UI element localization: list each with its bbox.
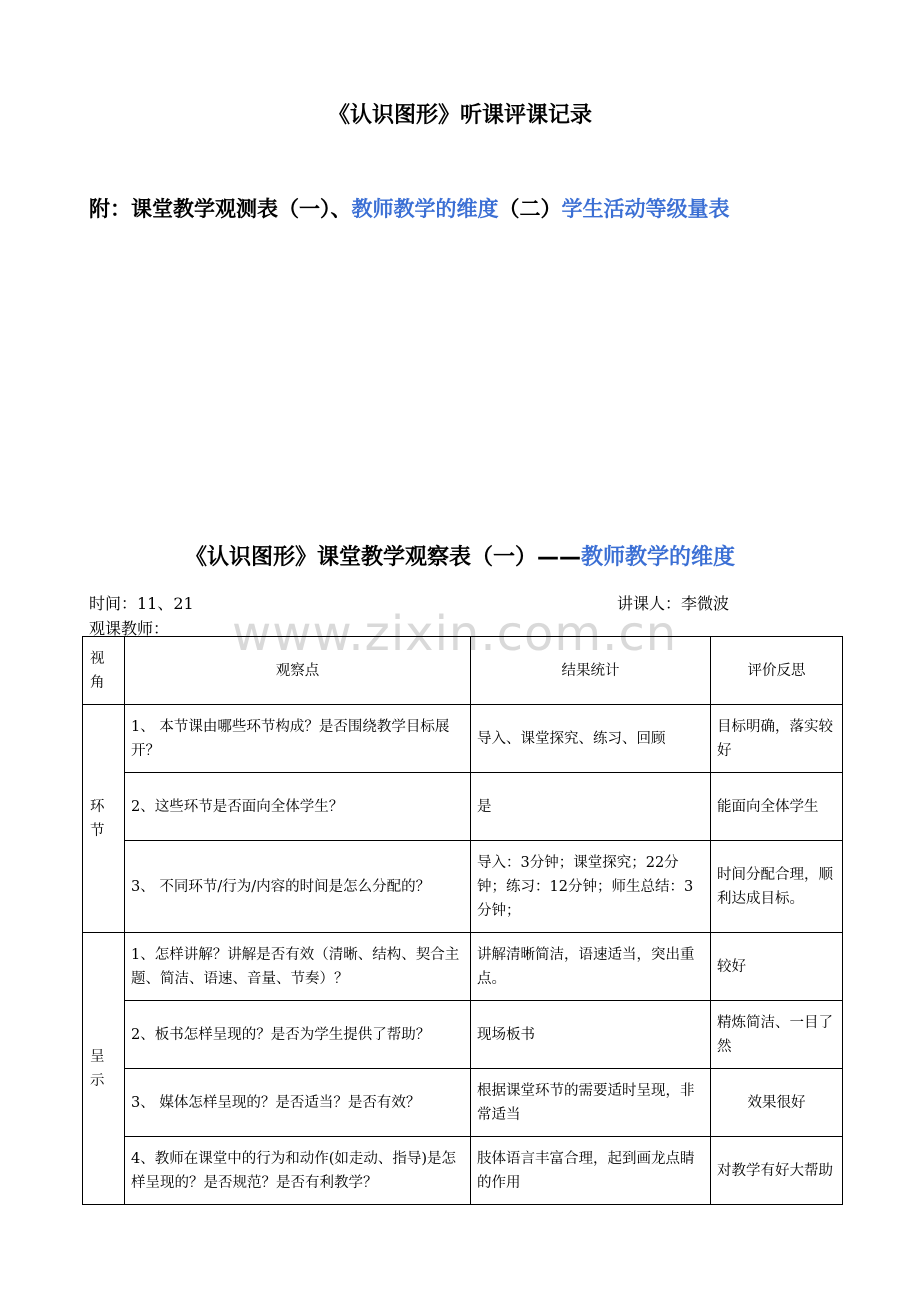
observation-table [82, 636, 843, 1205]
appendix-middle: （二） [498, 197, 562, 221]
appendix-link-student-scale[interactable]: 学生活动等级量表 [561, 197, 730, 221]
reflection-cell: 对教学有好大帮助 [711, 1137, 843, 1205]
observation-point: 3、 媒体怎样呈现的？是否适当？是否有效？ [125, 1069, 471, 1137]
watermark: www.zixin.com.cn [232, 606, 678, 662]
table-title-link[interactable]: 教师教学的维度 [581, 545, 736, 570]
appendix-prefix: 附：课堂教学观测表（一）、 [89, 197, 352, 221]
result-cell: 肢体语言丰富合理，起到画龙点睛的作用 [471, 1137, 711, 1205]
document-title: 《认识图形》听课评课记录 [327, 103, 592, 128]
table-row [83, 933, 843, 1001]
header-perspective: 视角 [83, 637, 125, 705]
reflection-cell: 效果很好 [711, 1069, 843, 1137]
observation-point: 1、怎样讲解？讲解是否有效（清晰、结构、契合主题、简洁、语速、音量、节奏）？ [125, 933, 471, 1001]
observation-point: 1、 本节课由哪些环节构成？是否围绕教学目标展开？ [125, 705, 471, 773]
table-row [83, 705, 843, 773]
result-cell: 导入：3分钟；课堂探究；22分钟；练习：12分钟；师生总结：3分钟； [471, 841, 711, 933]
table-row [83, 841, 843, 933]
result-cell: 是 [471, 773, 711, 841]
observation-point: 3、 不同环节/行为/内容的时间是怎么分配的？ [125, 841, 471, 933]
reflection-cell: 时间分配合理，顺利达成目标。 [711, 841, 843, 933]
result-cell: 现场板书 [471, 1001, 711, 1069]
reflection-cell: 较好 [711, 933, 843, 1001]
result-cell: 导入、课堂探究、练习、回顾 [471, 705, 711, 773]
table-title [0, 540, 920, 571]
result-cell: 根据课堂环节的需要适时呈现，非常适当 [471, 1069, 711, 1137]
observation-point: 2、板书怎样呈现的？是否为学生提供了帮助？ [125, 1001, 471, 1069]
header-result: 结果统计 [471, 637, 711, 705]
table-row [83, 773, 843, 841]
table-title-main: 《认识图形》课堂教学观察表（一）—— [184, 545, 581, 570]
table-row [83, 1137, 843, 1205]
table-header-row [83, 637, 843, 705]
reflection-cell: 目标明确，落实较好 [711, 705, 843, 773]
appendix-line [89, 193, 730, 223]
result-cell: 讲解清晰简洁，语速适当，突出重点。 [471, 933, 711, 1001]
reflection-cell: 精炼简洁、一目了然 [711, 1001, 843, 1069]
header-reflection: 评价反思 [711, 637, 843, 705]
appendix-link-teacher-dimension[interactable]: 教师教学的维度 [351, 197, 499, 221]
reflection-cell: 能面向全体学生 [711, 773, 843, 841]
perspective-cell: 呈示 [83, 933, 125, 1205]
observation-point: 4、教师在课堂中的行为和动作(如走动、指导)是怎样呈现的？是否规范？是否有利教学？ [125, 1137, 471, 1205]
table-row [83, 1001, 843, 1069]
observation-point: 2、这些环节是否面向全体学生？ [125, 773, 471, 841]
time-label: 时间：11、21 [89, 594, 194, 613]
observer-label: 观课教师： [89, 619, 170, 638]
perspective-cell: 环节 [83, 705, 125, 933]
lecturer-label: 讲课人：李微波 [617, 594, 730, 613]
table-row [83, 1069, 843, 1137]
header-point: 观察点 [125, 637, 471, 705]
